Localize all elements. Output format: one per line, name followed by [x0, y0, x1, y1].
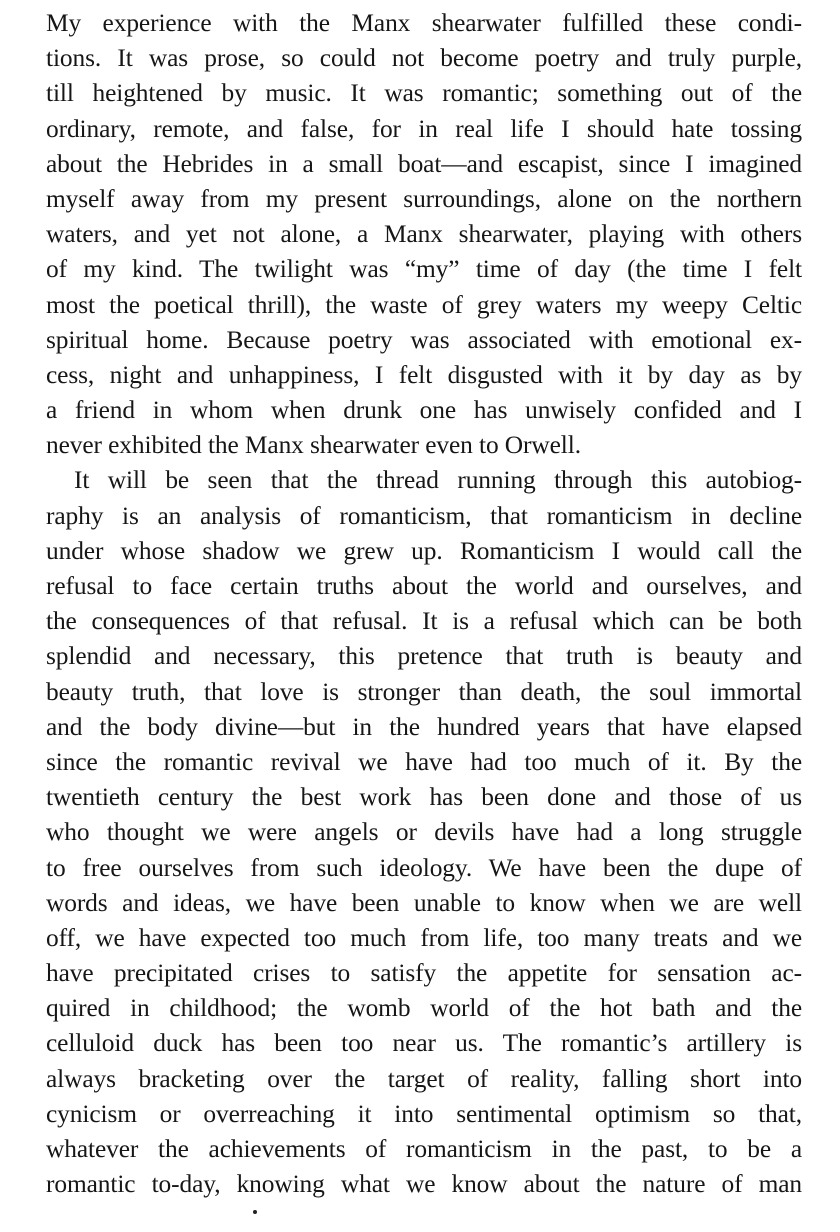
text-line: since the romantic revival we have had too much of it. By the	[46, 747, 802, 776]
text-line: and the body divine—but in the hundred years that have elapsed	[46, 712, 802, 741]
body-text	[46, 6, 802, 1202]
text-line: of my kind. The twilight was “my” time of day (the time I felt	[46, 255, 802, 284]
text-line: a friend in whom when drunk one has unwisely confided and I	[46, 396, 802, 425]
text-line: whatever the achievements of romanticism in the past, to be a	[46, 1135, 802, 1163]
text-line: It will be seen that the thread running through this autobiog-	[74, 466, 802, 495]
text-line: words and ideas, we have been unable to know when we are well	[46, 888, 802, 917]
text-line: waters, and yet not alone, a Manx shearwater, playing with others	[46, 220, 802, 249]
text-line: never exhibited the Manx shearwater even to Orwell.	[46, 431, 581, 460]
text-line: raphy is an analysis of romanticism, that romanticism in decline	[46, 501, 802, 530]
text-line: tions. It was prose, so could not become poetry and truly purple,	[46, 44, 802, 73]
text-line: off, we have expected too much from life, too many treats and we	[46, 923, 802, 952]
text-line: most the poetical thrill), the waste of grey waters my weepy Celtic	[46, 290, 802, 319]
text-line: twentieth century the best work has been done and those of us	[46, 783, 802, 812]
text-line: the consequences of that refusal. It is a refusal which can be both	[46, 607, 802, 636]
text-line: beauty truth, that love is stronger than death, the soul immortal	[46, 677, 802, 706]
text-line: to free ourselves from such ideology. We have been the dupe of	[46, 853, 802, 882]
text-line: My experience with the Manx shearwater fulfilled these condi-	[46, 9, 802, 37]
text-line: always bracketing over the target of reality, falling short into	[46, 1064, 802, 1093]
text-line: under whose shadow we grew up. Romanticism I would call the	[46, 536, 802, 565]
text-line: cess, night and unhappiness, I felt disgusted with it by day as by	[46, 360, 802, 389]
text-line: splendid and necessary, this pretence that truth is beauty and	[46, 642, 802, 671]
text-line: have precipitated crises to satisfy the appetite for sensation ac-	[46, 959, 802, 988]
text-line: till heightened by music. It was romantic; something out of the	[46, 79, 802, 108]
print-speck	[253, 1210, 257, 1214]
text-line: cynicism or overreaching it into sentimental optimism so that,	[46, 1099, 802, 1128]
text-line: who thought we were angels or devils have had a long struggle	[46, 818, 802, 847]
text-line: romantic to-day, knowing what we know about the nature of man	[46, 1170, 802, 1199]
text-line: ordinary, remote, and false, for in real life I should hate tossing	[46, 114, 802, 143]
text-line: myself away from my present surroundings, alone on the northern	[46, 184, 802, 213]
paragraph-2	[46, 463, 802, 1202]
text-line: quired in childhood; the womb world of the hot bath and the	[46, 994, 802, 1023]
text-line: about the Hebrides in a small boat—and escapist, since I imagined	[46, 149, 802, 178]
paragraph-1	[46, 6, 802, 463]
text-line: spiritual home. Because poetry was associated with emotional ex-	[46, 325, 802, 354]
text-line: refusal to face certain truths about the world and ourselves, and	[46, 572, 802, 600]
text-line: celluloid duck has been too near us. The romantic’s artillery is	[46, 1029, 802, 1058]
